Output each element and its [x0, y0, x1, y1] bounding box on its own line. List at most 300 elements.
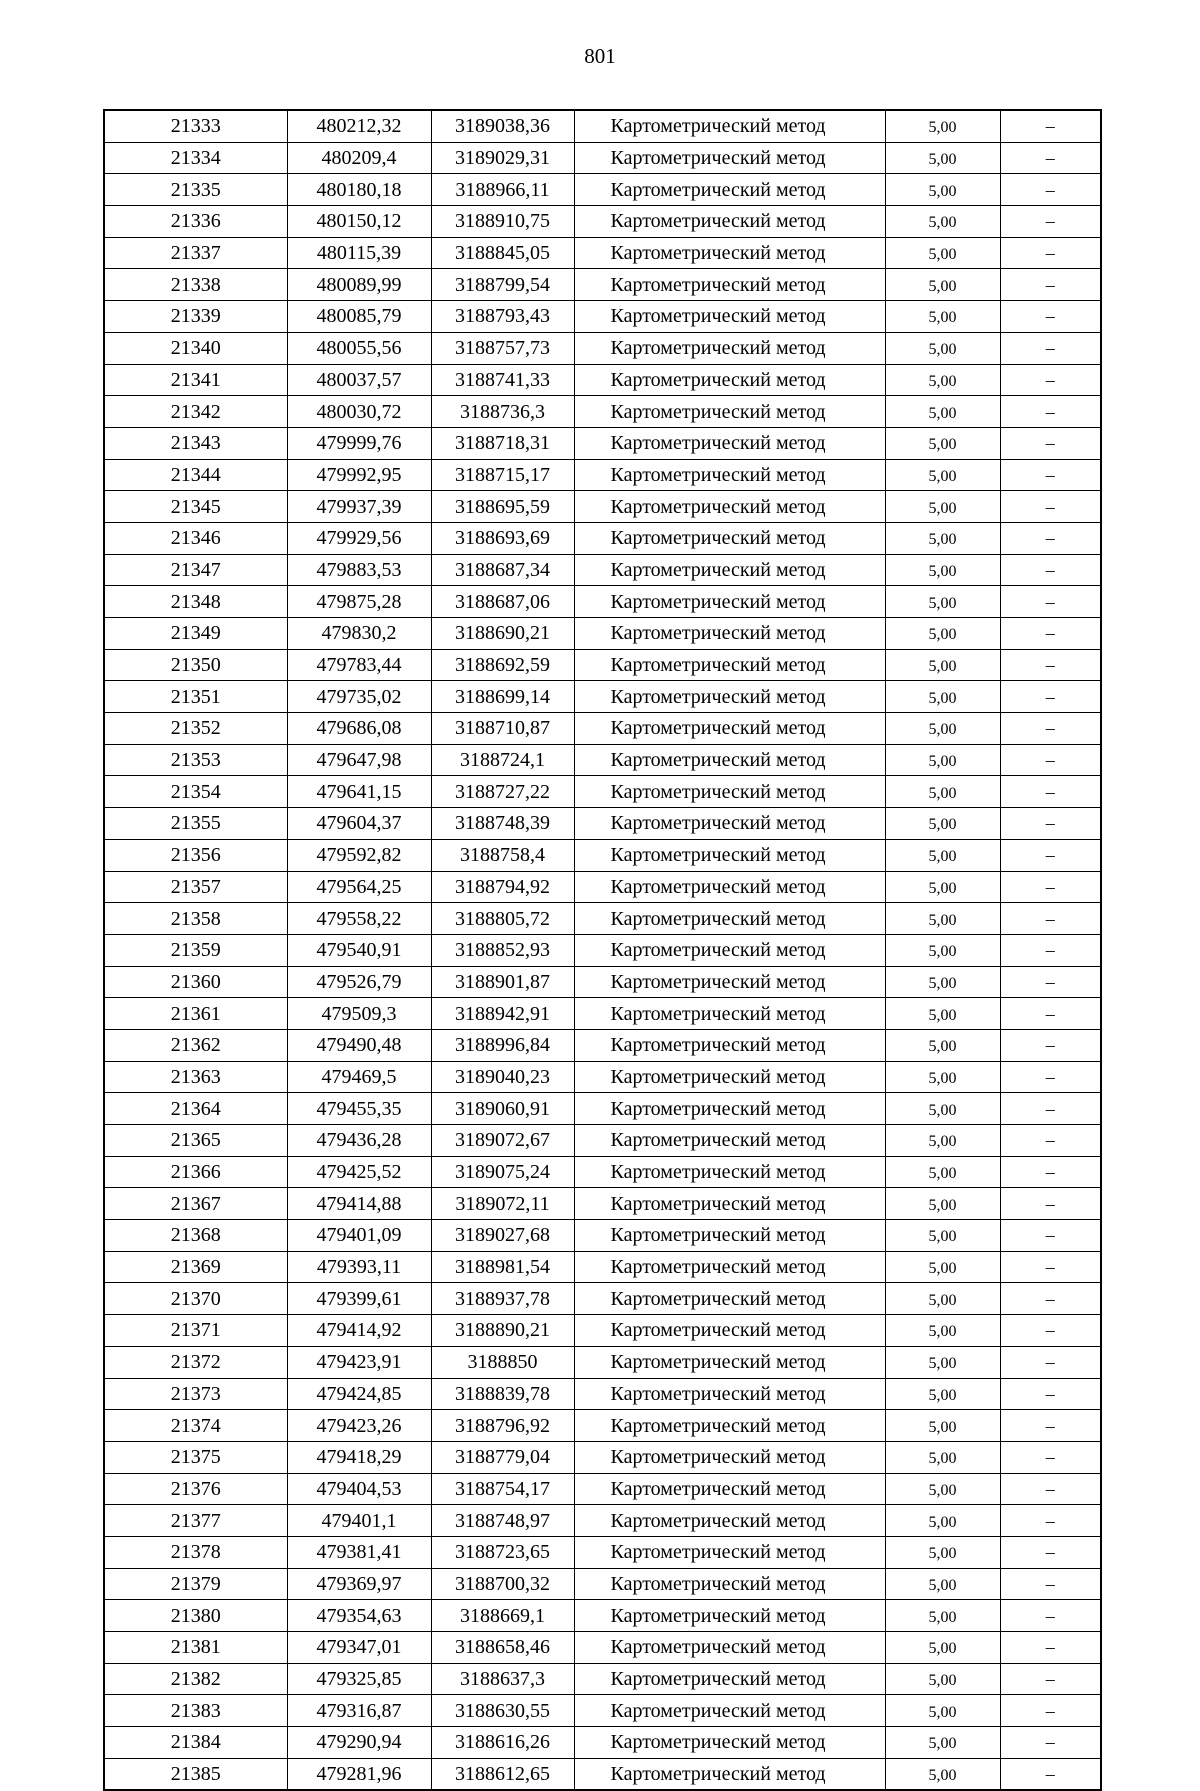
table-row — [104, 1283, 1101, 1315]
accuracy-cell: 5,00 — [885, 1536, 1000, 1568]
accuracy-cell: 5,00 — [885, 1473, 1000, 1505]
y-coordinate-cell: 3188658,46 — [431, 1632, 574, 1664]
description-cell: – — [1000, 808, 1101, 840]
x-coordinate-cell: 480055,56 — [287, 332, 431, 364]
method-cell: Картометрический метод — [574, 1727, 885, 1759]
y-coordinate-cell: 3188736,3 — [431, 396, 574, 428]
x-coordinate-cell: 479883,53 — [287, 554, 431, 586]
point-number-cell: 21344 — [104, 459, 287, 491]
accuracy-cell: 5,00 — [885, 522, 1000, 554]
table-row — [104, 364, 1101, 396]
point-number-cell: 21350 — [104, 649, 287, 681]
y-coordinate-cell: 3188748,97 — [431, 1505, 574, 1537]
method-cell: Картометрический метод — [574, 618, 885, 650]
description-cell: – — [1000, 713, 1101, 745]
point-number-cell: 21353 — [104, 744, 287, 776]
y-coordinate-cell: 3188669,1 — [431, 1600, 574, 1632]
table-row — [104, 142, 1101, 174]
table-row — [104, 586, 1101, 618]
method-cell: Картометрический метод — [574, 110, 885, 142]
method-cell: Картометрический метод — [574, 934, 885, 966]
y-coordinate-cell: 3189040,23 — [431, 1061, 574, 1093]
description-cell: – — [1000, 1125, 1101, 1157]
y-coordinate-cell: 3188981,54 — [431, 1251, 574, 1283]
table-row — [104, 903, 1101, 935]
description-cell: – — [1000, 649, 1101, 681]
y-coordinate-cell: 3188796,92 — [431, 1410, 574, 1442]
method-cell: Картометрический метод — [574, 206, 885, 238]
x-coordinate-cell: 480037,57 — [287, 364, 431, 396]
x-coordinate-cell: 479436,28 — [287, 1125, 431, 1157]
method-cell: Картометрический метод — [574, 1061, 885, 1093]
point-number-cell: 21342 — [104, 396, 287, 428]
x-coordinate-cell: 480089,99 — [287, 269, 431, 301]
x-coordinate-cell: 480115,39 — [287, 237, 431, 269]
accuracy-cell: 5,00 — [885, 1378, 1000, 1410]
y-coordinate-cell: 3189029,31 — [431, 142, 574, 174]
y-coordinate-cell: 3188715,17 — [431, 459, 574, 491]
point-number-cell: 21369 — [104, 1251, 287, 1283]
x-coordinate-cell: 479564,25 — [287, 871, 431, 903]
point-number-cell: 21363 — [104, 1061, 287, 1093]
accuracy-cell: 5,00 — [885, 744, 1000, 776]
point-number-cell: 21379 — [104, 1568, 287, 1600]
table-row — [104, 1758, 1101, 1790]
y-coordinate-cell: 3188845,05 — [431, 237, 574, 269]
y-coordinate-cell: 3188966,11 — [431, 174, 574, 206]
x-coordinate-cell: 479604,37 — [287, 808, 431, 840]
table-row — [104, 427, 1101, 459]
point-number-cell: 21337 — [104, 237, 287, 269]
description-cell: – — [1000, 1727, 1101, 1759]
x-coordinate-cell: 479592,82 — [287, 839, 431, 871]
accuracy-cell: 5,00 — [885, 301, 1000, 333]
table-row — [104, 459, 1101, 491]
description-cell: – — [1000, 1029, 1101, 1061]
y-coordinate-cell: 3188695,59 — [431, 491, 574, 523]
x-coordinate-cell: 479992,95 — [287, 459, 431, 491]
y-coordinate-cell: 3188630,55 — [431, 1695, 574, 1727]
accuracy-cell: 5,00 — [885, 998, 1000, 1030]
method-cell: Картометрический метод — [574, 1220, 885, 1252]
y-coordinate-cell: 3188910,75 — [431, 206, 574, 238]
y-coordinate-cell: 3188901,87 — [431, 966, 574, 998]
x-coordinate-cell: 479404,53 — [287, 1473, 431, 1505]
table-row — [104, 618, 1101, 650]
point-number-cell: 21336 — [104, 206, 287, 238]
y-coordinate-cell: 3188723,65 — [431, 1536, 574, 1568]
method-cell: Картометрический метод — [574, 269, 885, 301]
description-cell: – — [1000, 1093, 1101, 1125]
accuracy-cell: 5,00 — [885, 1188, 1000, 1220]
x-coordinate-cell: 479290,94 — [287, 1727, 431, 1759]
point-number-cell: 21346 — [104, 522, 287, 554]
accuracy-cell: 5,00 — [885, 808, 1000, 840]
description-cell: – — [1000, 1473, 1101, 1505]
x-coordinate-cell: 480150,12 — [287, 206, 431, 238]
accuracy-cell: 5,00 — [885, 142, 1000, 174]
method-cell: Картометрический метод — [574, 427, 885, 459]
table-row — [104, 1600, 1101, 1632]
coordinates-table-body — [104, 110, 1101, 1790]
point-number-cell: 21356 — [104, 839, 287, 871]
description-cell: – — [1000, 491, 1101, 523]
description-cell: – — [1000, 554, 1101, 586]
x-coordinate-cell: 479540,91 — [287, 934, 431, 966]
point-number-cell: 21364 — [104, 1093, 287, 1125]
accuracy-cell: 5,00 — [885, 934, 1000, 966]
description-cell: – — [1000, 142, 1101, 174]
table-row — [104, 776, 1101, 808]
method-cell: Картометрический метод — [574, 903, 885, 935]
point-number-cell: 21366 — [104, 1156, 287, 1188]
table-row — [104, 491, 1101, 523]
method-cell: Картометрический метод — [574, 459, 885, 491]
description-cell: – — [1000, 1346, 1101, 1378]
table-row — [104, 1695, 1101, 1727]
accuracy-cell: 5,00 — [885, 1410, 1000, 1442]
point-number-cell: 21372 — [104, 1346, 287, 1378]
table-row — [104, 839, 1101, 871]
table-row — [104, 1029, 1101, 1061]
description-cell: – — [1000, 744, 1101, 776]
point-number-cell: 21383 — [104, 1695, 287, 1727]
description-cell: – — [1000, 110, 1101, 142]
method-cell: Картометрический метод — [574, 839, 885, 871]
x-coordinate-cell: 479414,92 — [287, 1315, 431, 1347]
method-cell: Картометрический метод — [574, 1600, 885, 1632]
description-cell: – — [1000, 1758, 1101, 1790]
accuracy-cell: 5,00 — [885, 1029, 1000, 1061]
method-cell: Картометрический метод — [574, 491, 885, 523]
description-cell: – — [1000, 1568, 1101, 1600]
x-coordinate-cell: 479414,88 — [287, 1188, 431, 1220]
method-cell: Картометрический метод — [574, 142, 885, 174]
table-row — [104, 649, 1101, 681]
table-row — [104, 1441, 1101, 1473]
table-row — [104, 1346, 1101, 1378]
accuracy-cell: 5,00 — [885, 1600, 1000, 1632]
y-coordinate-cell: 3188692,59 — [431, 649, 574, 681]
description-cell: – — [1000, 427, 1101, 459]
y-coordinate-cell: 3188852,93 — [431, 934, 574, 966]
description-cell: – — [1000, 1251, 1101, 1283]
method-cell: Картометрический метод — [574, 1093, 885, 1125]
table-row — [104, 396, 1101, 428]
method-cell: Картометрический метод — [574, 332, 885, 364]
point-number-cell: 21380 — [104, 1600, 287, 1632]
x-coordinate-cell: 479424,85 — [287, 1378, 431, 1410]
description-cell: – — [1000, 998, 1101, 1030]
description-cell: – — [1000, 903, 1101, 935]
description-cell: – — [1000, 1188, 1101, 1220]
accuracy-cell: 5,00 — [885, 174, 1000, 206]
accuracy-cell: 5,00 — [885, 1346, 1000, 1378]
point-number-cell: 21370 — [104, 1283, 287, 1315]
table-row — [104, 1251, 1101, 1283]
x-coordinate-cell: 479558,22 — [287, 903, 431, 935]
table-row — [104, 237, 1101, 269]
method-cell: Картометрический метод — [574, 998, 885, 1030]
x-coordinate-cell: 480180,18 — [287, 174, 431, 206]
method-cell: Картометрический метод — [574, 649, 885, 681]
x-coordinate-cell: 479393,11 — [287, 1251, 431, 1283]
point-number-cell: 21367 — [104, 1188, 287, 1220]
method-cell: Картометрический метод — [574, 776, 885, 808]
point-number-cell: 21376 — [104, 1473, 287, 1505]
table-row — [104, 1093, 1101, 1125]
table-row — [104, 1061, 1101, 1093]
point-number-cell: 21345 — [104, 491, 287, 523]
x-coordinate-cell: 479830,2 — [287, 618, 431, 650]
y-coordinate-cell: 3188637,3 — [431, 1663, 574, 1695]
y-coordinate-cell: 3188937,78 — [431, 1283, 574, 1315]
point-number-cell: 21368 — [104, 1220, 287, 1252]
y-coordinate-cell: 3188779,04 — [431, 1441, 574, 1473]
y-coordinate-cell: 3188942,91 — [431, 998, 574, 1030]
accuracy-cell: 5,00 — [885, 1505, 1000, 1537]
y-coordinate-cell: 3188727,22 — [431, 776, 574, 808]
y-coordinate-cell: 3188693,69 — [431, 522, 574, 554]
accuracy-cell: 5,00 — [885, 332, 1000, 364]
table-row — [104, 808, 1101, 840]
description-cell: – — [1000, 364, 1101, 396]
y-coordinate-cell: 3188850 — [431, 1346, 574, 1378]
method-cell: Картометрический метод — [574, 364, 885, 396]
point-number-cell: 21340 — [104, 332, 287, 364]
y-coordinate-cell: 3189038,36 — [431, 110, 574, 142]
point-number-cell: 21347 — [104, 554, 287, 586]
description-cell: – — [1000, 301, 1101, 333]
method-cell: Картометрический метод — [574, 1315, 885, 1347]
accuracy-cell: 5,00 — [885, 396, 1000, 428]
y-coordinate-cell: 3188687,34 — [431, 554, 574, 586]
x-coordinate-cell: 479423,91 — [287, 1346, 431, 1378]
accuracy-cell: 5,00 — [885, 1156, 1000, 1188]
accuracy-cell: 5,00 — [885, 459, 1000, 491]
description-cell: – — [1000, 1536, 1101, 1568]
accuracy-cell: 5,00 — [885, 713, 1000, 745]
method-cell: Картометрический метод — [574, 1346, 885, 1378]
accuracy-cell: 5,00 — [885, 1441, 1000, 1473]
point-number-cell: 21351 — [104, 681, 287, 713]
accuracy-cell: 5,00 — [885, 839, 1000, 871]
table-row — [104, 332, 1101, 364]
x-coordinate-cell: 479381,41 — [287, 1536, 431, 1568]
x-coordinate-cell: 479686,08 — [287, 713, 431, 745]
method-cell: Картометрический метод — [574, 522, 885, 554]
table-row — [104, 681, 1101, 713]
point-number-cell: 21375 — [104, 1441, 287, 1473]
table-row — [104, 998, 1101, 1030]
description-cell: – — [1000, 1061, 1101, 1093]
y-coordinate-cell: 3188718,31 — [431, 427, 574, 459]
method-cell: Картометрический метод — [574, 1029, 885, 1061]
description-cell: – — [1000, 1505, 1101, 1537]
y-coordinate-cell: 3189060,91 — [431, 1093, 574, 1125]
point-number-cell: 21360 — [104, 966, 287, 998]
x-coordinate-cell: 479929,56 — [287, 522, 431, 554]
x-coordinate-cell: 479281,96 — [287, 1758, 431, 1790]
accuracy-cell: 5,00 — [885, 649, 1000, 681]
description-cell: – — [1000, 1283, 1101, 1315]
point-number-cell: 21348 — [104, 586, 287, 618]
accuracy-cell: 5,00 — [885, 427, 1000, 459]
accuracy-cell: 5,00 — [885, 1758, 1000, 1790]
table-row — [104, 1156, 1101, 1188]
y-coordinate-cell: 3188616,26 — [431, 1727, 574, 1759]
description-cell: – — [1000, 522, 1101, 554]
accuracy-cell: 5,00 — [885, 491, 1000, 523]
x-coordinate-cell: 479425,52 — [287, 1156, 431, 1188]
accuracy-cell: 5,00 — [885, 1632, 1000, 1664]
description-cell: – — [1000, 1378, 1101, 1410]
point-number-cell: 21358 — [104, 903, 287, 935]
accuracy-cell: 5,00 — [885, 269, 1000, 301]
x-coordinate-cell: 480209,4 — [287, 142, 431, 174]
table-row — [104, 1378, 1101, 1410]
table-row — [104, 522, 1101, 554]
point-number-cell: 21343 — [104, 427, 287, 459]
x-coordinate-cell: 479401,1 — [287, 1505, 431, 1537]
point-number-cell: 21374 — [104, 1410, 287, 1442]
table-row — [104, 1505, 1101, 1537]
description-cell: – — [1000, 1156, 1101, 1188]
x-coordinate-cell: 479490,48 — [287, 1029, 431, 1061]
x-coordinate-cell: 479875,28 — [287, 586, 431, 618]
method-cell: Картометрический метод — [574, 1695, 885, 1727]
y-coordinate-cell: 3188754,17 — [431, 1473, 574, 1505]
table-row — [104, 1568, 1101, 1600]
accuracy-cell: 5,00 — [885, 586, 1000, 618]
table-row — [104, 713, 1101, 745]
accuracy-cell: 5,00 — [885, 554, 1000, 586]
y-coordinate-cell: 3188757,73 — [431, 332, 574, 364]
point-number-cell: 21349 — [104, 618, 287, 650]
x-coordinate-cell: 479399,61 — [287, 1283, 431, 1315]
table-row — [104, 934, 1101, 966]
method-cell: Картометрический метод — [574, 1410, 885, 1442]
table-row — [104, 966, 1101, 998]
accuracy-cell: 5,00 — [885, 871, 1000, 903]
y-coordinate-cell: 3188805,72 — [431, 903, 574, 935]
point-number-cell: 21361 — [104, 998, 287, 1030]
accuracy-cell: 5,00 — [885, 1220, 1000, 1252]
description-cell: – — [1000, 934, 1101, 966]
y-coordinate-cell: 3188748,39 — [431, 808, 574, 840]
method-cell: Картометрический метод — [574, 808, 885, 840]
table-row — [104, 1632, 1101, 1664]
method-cell: Картометрический метод — [574, 1378, 885, 1410]
table-row — [104, 1536, 1101, 1568]
description-cell: – — [1000, 174, 1101, 206]
accuracy-cell: 5,00 — [885, 1061, 1000, 1093]
accuracy-cell: 5,00 — [885, 237, 1000, 269]
point-number-cell: 21359 — [104, 934, 287, 966]
table-row — [104, 206, 1101, 238]
point-number-cell: 21334 — [104, 142, 287, 174]
y-coordinate-cell: 3189072,67 — [431, 1125, 574, 1157]
y-coordinate-cell: 3188793,43 — [431, 301, 574, 333]
table-row — [104, 554, 1101, 586]
page-number: 801 — [584, 44, 616, 68]
point-number-cell: 21338 — [104, 269, 287, 301]
y-coordinate-cell: 3188839,78 — [431, 1378, 574, 1410]
x-coordinate-cell: 479509,3 — [287, 998, 431, 1030]
x-coordinate-cell: 479418,29 — [287, 1441, 431, 1473]
method-cell: Картометрический метод — [574, 1536, 885, 1568]
y-coordinate-cell: 3188710,87 — [431, 713, 574, 745]
point-number-cell: 21373 — [104, 1378, 287, 1410]
table-row — [104, 1663, 1101, 1695]
point-number-cell: 21377 — [104, 1505, 287, 1537]
point-number-cell: 21357 — [104, 871, 287, 903]
y-coordinate-cell: 3188758,4 — [431, 839, 574, 871]
x-coordinate-cell: 479401,09 — [287, 1220, 431, 1252]
method-cell: Картометрический метод — [574, 966, 885, 998]
accuracy-cell: 5,00 — [885, 681, 1000, 713]
x-coordinate-cell: 480030,72 — [287, 396, 431, 428]
description-cell: – — [1000, 966, 1101, 998]
accuracy-cell: 5,00 — [885, 1315, 1000, 1347]
x-coordinate-cell: 479735,02 — [287, 681, 431, 713]
point-number-cell: 21352 — [104, 713, 287, 745]
point-number-cell: 21365 — [104, 1125, 287, 1157]
table-row — [104, 744, 1101, 776]
method-cell: Картометрический метод — [574, 1663, 885, 1695]
x-coordinate-cell: 479469,5 — [287, 1061, 431, 1093]
y-coordinate-cell: 3189072,11 — [431, 1188, 574, 1220]
description-cell: – — [1000, 871, 1101, 903]
x-coordinate-cell: 479423,26 — [287, 1410, 431, 1442]
table-row — [104, 1188, 1101, 1220]
method-cell: Картометрический метод — [574, 1283, 885, 1315]
coordinates-table — [103, 109, 1102, 1791]
y-coordinate-cell: 3189075,24 — [431, 1156, 574, 1188]
y-coordinate-cell: 3188687,06 — [431, 586, 574, 618]
method-cell: Картометрический метод — [574, 1188, 885, 1220]
x-coordinate-cell: 479369,97 — [287, 1568, 431, 1600]
method-cell: Картометрический метод — [574, 586, 885, 618]
table-row — [104, 1315, 1101, 1347]
table-row — [104, 1220, 1101, 1252]
point-number-cell: 21378 — [104, 1536, 287, 1568]
accuracy-cell: 5,00 — [885, 1663, 1000, 1695]
table-row — [104, 1473, 1101, 1505]
x-coordinate-cell: 479641,15 — [287, 776, 431, 808]
y-coordinate-cell: 3188700,32 — [431, 1568, 574, 1600]
table-row — [104, 1125, 1101, 1157]
y-coordinate-cell: 3188794,92 — [431, 871, 574, 903]
table-row — [104, 269, 1101, 301]
method-cell: Картометрический метод — [574, 301, 885, 333]
point-number-cell: 21382 — [104, 1663, 287, 1695]
method-cell: Картометрический метод — [574, 1156, 885, 1188]
x-coordinate-cell: 479937,39 — [287, 491, 431, 523]
y-coordinate-cell: 3189027,68 — [431, 1220, 574, 1252]
accuracy-cell: 5,00 — [885, 364, 1000, 396]
method-cell: Картометрический метод — [574, 1251, 885, 1283]
method-cell: Картометрический метод — [574, 871, 885, 903]
method-cell: Картометрический метод — [574, 744, 885, 776]
method-cell: Картометрический метод — [574, 174, 885, 206]
y-coordinate-cell: 3188890,21 — [431, 1315, 574, 1347]
accuracy-cell: 5,00 — [885, 618, 1000, 650]
description-cell: – — [1000, 1410, 1101, 1442]
x-coordinate-cell: 480212,32 — [287, 110, 431, 142]
accuracy-cell: 5,00 — [885, 903, 1000, 935]
x-coordinate-cell: 479354,63 — [287, 1600, 431, 1632]
